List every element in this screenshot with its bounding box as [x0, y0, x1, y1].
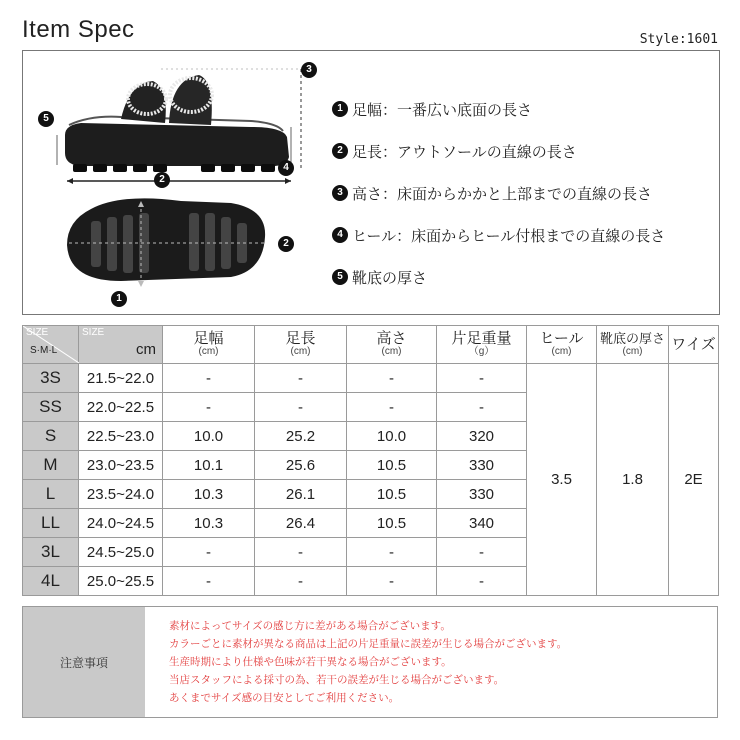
note-line: 当店スタッフによる採寸の為、若干の誤差が生じる場合がございます。 [169, 674, 505, 686]
cm-bottom-label: cm [136, 341, 156, 358]
range-cell: 24.5~25.0 [79, 538, 163, 567]
cm-header [79, 326, 163, 364]
sole-thickness-cell: 1.8 [597, 364, 669, 596]
foot-length-cell: - [255, 393, 347, 422]
size-corner-header [23, 326, 79, 364]
weight-cell: - [437, 538, 527, 567]
heel-cell: 3.5 [527, 364, 597, 596]
height-cell: 10.5 [347, 451, 437, 480]
weight-cell: 320 [437, 422, 527, 451]
size-cell: 4L [23, 567, 79, 596]
col-header-sole-thickness [597, 326, 669, 364]
page-title: Item Spec [22, 16, 135, 43]
foot-width-cell: - [163, 538, 255, 567]
height-cell: - [347, 567, 437, 596]
col-header-heel [527, 326, 597, 364]
note-line: 生産時期により仕様や色味が若干異なる場合がございます。 [169, 656, 452, 668]
column-label: ワイズ [671, 335, 716, 353]
column-unit: (cm) [290, 346, 311, 358]
foot-length-cell: - [255, 364, 347, 393]
height-cell: 10.0 [347, 422, 437, 451]
sandal-side-view [51, 65, 311, 195]
col-header-height [347, 326, 437, 364]
definition-text: ヒール：床面からヒール付根までの直線の長さ [352, 226, 666, 245]
size-cell: 3L [23, 538, 79, 567]
definition-number: 3 [332, 185, 348, 201]
foot-width-cell: - [163, 364, 255, 393]
table-header-row [23, 326, 719, 364]
cm-top-label: SIZE [82, 327, 105, 338]
range-cell: 24.0~24.5 [79, 509, 163, 538]
size-cell: M [23, 451, 79, 480]
marker-1: 1 [111, 291, 127, 307]
definition-number: 1 [332, 101, 348, 117]
note-line: 素材によってサイズの感じ方に差がある場合がございます。 [169, 620, 451, 632]
note-line: あくまでサイズ感の目安としてご利用ください。 [169, 692, 400, 704]
definition-1 [332, 88, 722, 130]
corner-top-label: SIZE [26, 327, 49, 338]
column-label: 高さ [376, 330, 407, 348]
style-code: Style:1601 [639, 32, 718, 47]
definition-text: 高さ：床面からかかと上部までの直線の長さ [352, 184, 653, 203]
table-row [23, 364, 719, 393]
definition-2 [332, 130, 722, 172]
size-table [22, 325, 719, 596]
height-cell: 10.5 [347, 509, 437, 538]
marker-2-side: 2 [154, 172, 170, 188]
col-header-foot-length [255, 326, 347, 364]
definition-text: 足幅：一番広い底面の長さ [352, 100, 533, 119]
definition-4 [332, 214, 722, 256]
weight-cell: 340 [437, 509, 527, 538]
foot-width-cell: 10.1 [163, 451, 255, 480]
range-cell: 25.0~25.5 [79, 567, 163, 596]
foot-width-cell: 10.3 [163, 509, 255, 538]
height-cell: - [347, 393, 437, 422]
height-cell: - [347, 364, 437, 393]
marker-4: 4 [278, 160, 294, 176]
definition-number: 2 [332, 143, 348, 159]
column-unit: (cm) [381, 346, 402, 358]
foot-length-cell: 26.4 [255, 509, 347, 538]
foot-length-cell: 25.6 [255, 451, 347, 480]
definition-number: 4 [332, 227, 348, 243]
foot-width-cell: - [163, 567, 255, 596]
range-cell: 22.0~22.5 [79, 393, 163, 422]
foot-width-cell: - [163, 393, 255, 422]
weight-cell: - [437, 364, 527, 393]
size-cell: SS [23, 393, 79, 422]
weight-cell: 330 [437, 480, 527, 509]
size-cell: L [23, 480, 79, 509]
size-cell: LL [23, 509, 79, 538]
foot-length-cell: 25.2 [255, 422, 347, 451]
foot-length-cell: 26.1 [255, 480, 347, 509]
height-cell: 10.5 [347, 480, 437, 509]
column-label: 靴底の厚さ [599, 331, 665, 347]
definition-text: 靴底の厚さ [352, 268, 428, 287]
column-unit: (cm) [622, 346, 643, 358]
notes-body [145, 607, 717, 717]
note-line: カラーごとに素材が異なる商品は上記の片足重量に誤差が生じる場合がございます。 [169, 638, 568, 650]
weight-cell: - [437, 567, 527, 596]
marker-2-bottom: 2 [278, 236, 294, 252]
column-label: 足長 [285, 330, 316, 348]
column-label: 足幅 [193, 330, 224, 348]
definition-text: 足長：アウトソールの直線の長さ [352, 142, 577, 161]
marker-3: 3 [301, 62, 317, 78]
height-cell: - [347, 538, 437, 567]
weight-cell: - [437, 393, 527, 422]
column-label: ヒール [539, 330, 584, 348]
range-cell: 23.5~24.0 [79, 480, 163, 509]
col-header-width [669, 326, 719, 364]
column-label: 片足重量 [451, 330, 512, 348]
foot-length-cell: - [255, 538, 347, 567]
col-header-foot-width [163, 326, 255, 364]
width-cell: 2E [669, 364, 719, 596]
definition-number: 5 [332, 269, 348, 285]
foot-width-cell: 10.0 [163, 422, 255, 451]
definition-3 [332, 172, 722, 214]
column-unit: (cm) [551, 346, 572, 358]
weight-cell: 330 [437, 451, 527, 480]
col-header-weight [437, 326, 527, 364]
marker-5: 5 [38, 111, 54, 127]
corner-bottom-label: S·M·L [30, 345, 58, 356]
measurement-definitions [332, 88, 722, 298]
size-cell: S [23, 422, 79, 451]
column-unit: (cm) [198, 346, 219, 358]
range-cell: 23.0~23.5 [79, 451, 163, 480]
range-cell: 21.5~22.0 [79, 364, 163, 393]
notes-box [22, 606, 718, 718]
notes-label: 注意事項 [23, 607, 145, 717]
range-cell: 22.5~23.0 [79, 422, 163, 451]
foot-length-cell: - [255, 567, 347, 596]
size-cell: 3S [23, 364, 79, 393]
definition-5 [332, 256, 722, 298]
column-unit: （g） [468, 346, 495, 358]
foot-width-cell: 10.3 [163, 480, 255, 509]
sandal-bottom-view [61, 191, 273, 301]
